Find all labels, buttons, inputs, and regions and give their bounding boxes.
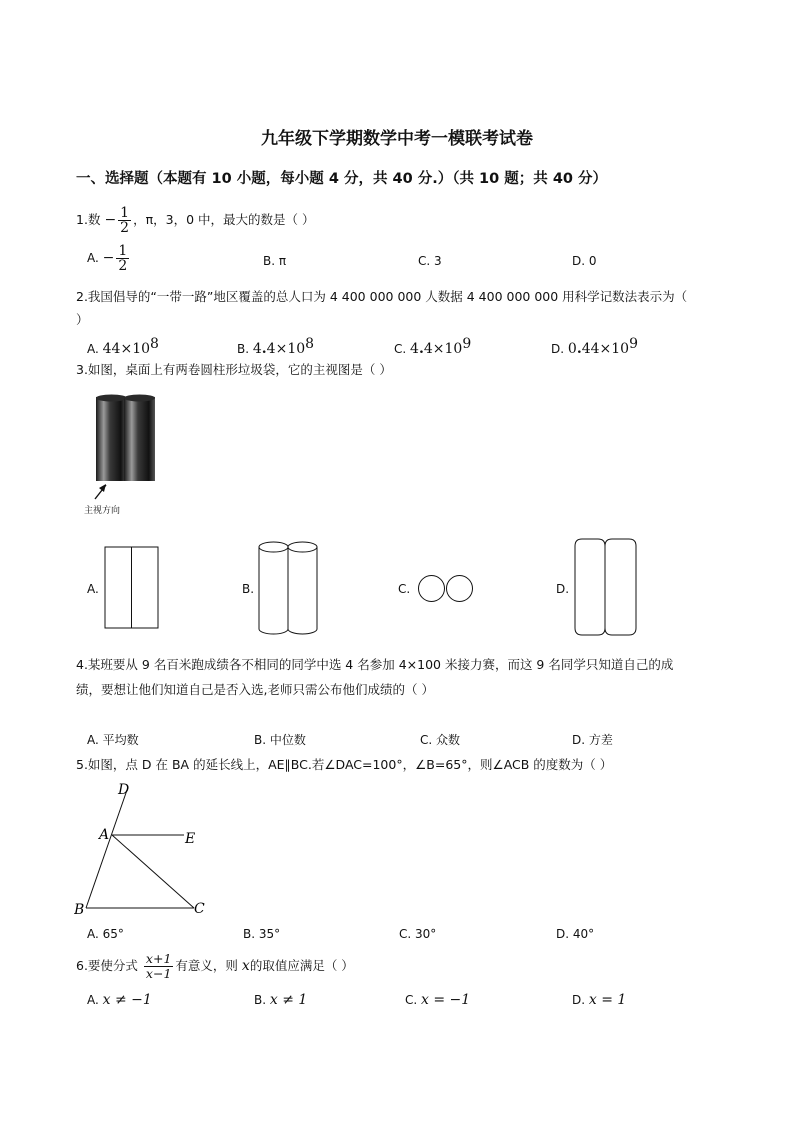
- q1-option-a-fraction: $\frac{1}{2}$: [118, 243, 128, 274]
- point-e-label: E: [185, 831, 196, 847]
- q1-option-b[interactable]: B. π: [263, 254, 287, 268]
- cylinder-left: [96, 397, 127, 481]
- q4-option-d[interactable]: D. 方差: [572, 733, 613, 747]
- q5-option-a[interactable]: A. 65°: [87, 927, 124, 941]
- q3-option-b[interactable]: B.: [242, 582, 255, 596]
- q1-number: 1.: [76, 212, 88, 227]
- q3-option-c[interactable]: C.: [398, 582, 411, 596]
- line-db: [86, 790, 127, 908]
- exam-title: 九年级下学期数学中考一模联考试卷: [261, 129, 533, 149]
- q1-option-a[interactable]: A. − $\frac{1}{2}$: [87, 243, 128, 274]
- q3-option-d-figure: [572, 536, 640, 640]
- q4-option-b[interactable]: B. 中位数: [254, 733, 306, 747]
- q1-post: ，π，3，0 中，最大的数是（ ）: [133, 212, 315, 227]
- cylinder-right: [124, 397, 155, 481]
- point-a-label: A: [99, 827, 110, 843]
- q6-option-a[interactable]: A. x ≠ −1: [87, 992, 152, 1008]
- q1-fraction: $\frac{1}{2}$: [120, 205, 130, 236]
- question-2-line-1: 2.我国倡导的“一带一路”地区覆盖的总人口为 4 400 000 000 人数据 4 400 000 000 用科学记数法表示为（: [76, 289, 688, 304]
- question-4-line-2: 绩，要想让他们知道自己是否入选,老师只需公布他们成绩的（ ）: [76, 682, 434, 697]
- q3-photo-cylinders: [84, 392, 164, 517]
- q1-minus: −: [104, 212, 117, 228]
- q3-option-c-figure: [417, 574, 475, 604]
- q5-option-d[interactable]: D. 40°: [556, 927, 595, 941]
- q3-option-b-figure: [256, 539, 320, 637]
- q3-option-d[interactable]: D.: [556, 582, 570, 596]
- question-4-line-1: 4.某班要从 9 名百米跑成绩各不相同的同学中选 4 名参加 4×100 米接力赛，而这 9 名同学只知道自己的成: [76, 657, 674, 672]
- section-heading: 一、选择题（本题有 10 小题，每小题 4 分，共 40 分.）（共 10 题；共 40 分）: [76, 171, 608, 187]
- q5-geometry-figure: [74, 780, 214, 920]
- question-5: 5.如图，点 D 在 BA 的延长线上，AE∥BC.若∠DAC=100°，∠B=65°，则∠ACB 的度数为（ ）: [76, 757, 613, 772]
- q1-option-c[interactable]: C. 3: [418, 254, 442, 268]
- point-c-label: C: [194, 901, 205, 917]
- q1-option-d[interactable]: D. 0: [572, 254, 597, 268]
- q3-option-a-figure: [104, 546, 160, 630]
- question-1: [76, 206, 314, 235]
- q2-option-a[interactable]: A. $44\times 10^8$: [87, 336, 159, 357]
- q2-option-b[interactable]: B. $4.4\times 10^8$: [237, 336, 315, 357]
- q1-pre: 数: [87, 212, 101, 227]
- q2-option-c[interactable]: C. $4.4\times 10^9$: [394, 336, 472, 357]
- point-d-label: D: [118, 782, 130, 798]
- q4-option-c[interactable]: C. 众数: [420, 733, 461, 747]
- question-3: 3.如图，桌面上有两卷圆柱形垃圾袋，它的主视图是（ ）: [76, 362, 392, 377]
- question-2-line-2: ）: [76, 312, 89, 327]
- point-b-label: B: [74, 902, 85, 918]
- q2-option-d[interactable]: D. $0.44\times 10^9$: [551, 336, 638, 357]
- q6-fraction: $\frac{x+1}{x-1}$: [145, 951, 172, 981]
- q6-option-b[interactable]: B. x ≠ 1: [254, 992, 308, 1008]
- q4-option-a[interactable]: A. 平均数: [87, 733, 139, 747]
- q6-option-c[interactable]: C. x = −1: [405, 992, 471, 1008]
- q3-option-a[interactable]: A.: [87, 582, 99, 596]
- q5-option-b[interactable]: B. 35°: [243, 927, 281, 941]
- line-ac: [112, 835, 194, 908]
- q5-option-c[interactable]: C. 30°: [399, 927, 437, 941]
- q6-option-d[interactable]: D. x = 1: [572, 992, 627, 1008]
- q3-figure-caption: 主视方向: [84, 506, 121, 516]
- question-6: 6.要使分式 $\frac{x+1}{x-1}$ 有意义，则 x的取值应满足（ ）: [76, 951, 354, 981]
- q6-variable: x: [241, 958, 250, 974]
